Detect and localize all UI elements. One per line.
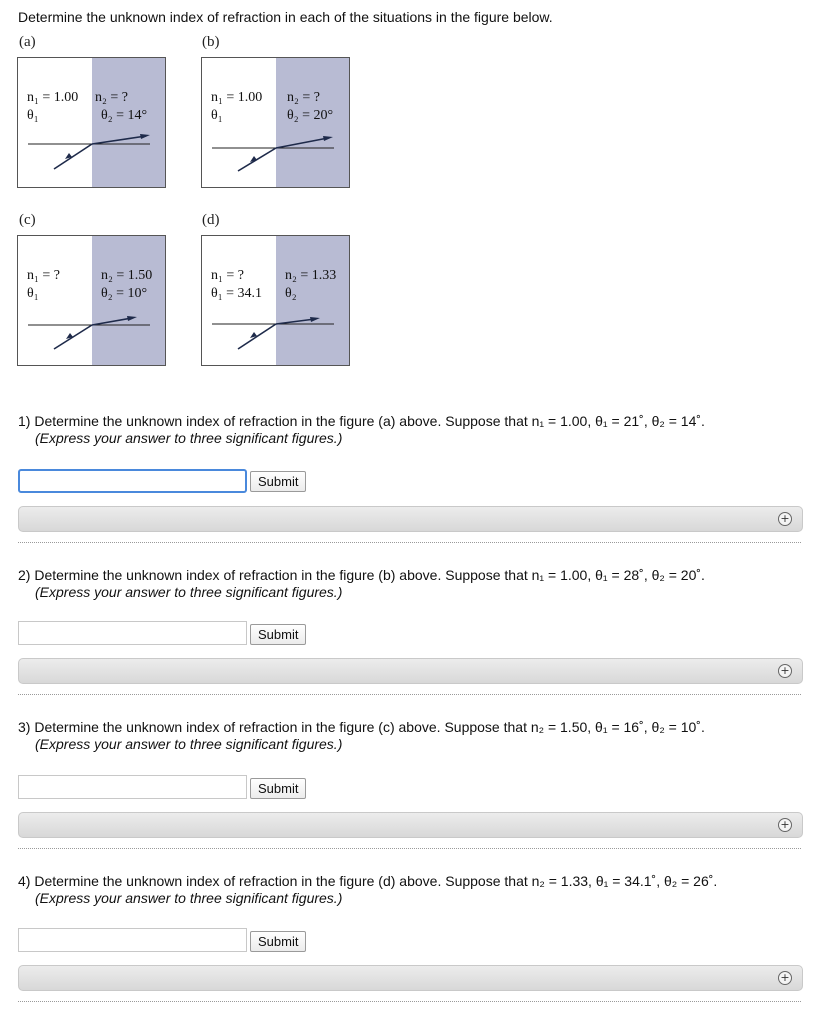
figure-b-n1: n₁ = 1.00: [211, 90, 263, 105]
intro-text: Determine the unknown index of refraction in each of the situations in the figure below.: [18, 9, 553, 25]
feedback-bar-4[interactable]: [18, 965, 803, 991]
refraction-ray-diagram: [202, 236, 349, 365]
question-3: [18, 719, 705, 753]
figure-d-theta1: θ₁ = 34.1: [211, 286, 262, 301]
divider: [18, 1001, 801, 1002]
feedback-bar-2[interactable]: [18, 658, 803, 684]
figure-d: [201, 235, 350, 366]
submit-button-4[interactable]: Submit: [250, 931, 306, 952]
refraction-ray-diagram: [18, 236, 165, 365]
figure-c-theta2: θ₂ = 10°: [101, 286, 148, 301]
question-1-text: 1) Determine the unknown index of refraction in the figure (a) above. Suppose that n₁ = 1.00, θ₁ = 21˚, θ₂ = 14˚.: [18, 413, 705, 429]
plus-circle-icon[interactable]: +: [778, 971, 792, 985]
figure-b: [201, 57, 350, 188]
divider: [18, 848, 801, 849]
answer-input-2[interactable]: [18, 621, 247, 645]
figure-b-label: (b): [202, 34, 220, 50]
figure-a-label: (a): [19, 34, 36, 50]
submit-button-2[interactable]: Submit: [250, 624, 306, 645]
question-4-hint: (Express your answer to three significant figures.): [35, 890, 343, 906]
figure-b-n2: n₂ = ?: [287, 90, 320, 105]
figure-d-n1: n₁ = ?: [211, 268, 244, 283]
figure-c-n1: n₁ = ?: [27, 268, 60, 283]
figure-c: [17, 235, 166, 366]
figure-c-label: (c): [19, 212, 36, 228]
feedback-bar-1[interactable]: [18, 506, 803, 532]
figure-c-theta1: θ₁: [27, 286, 39, 301]
question-2-hint: (Express your answer to three significant figures.): [35, 584, 343, 600]
question-4: [18, 873, 717, 907]
feedback-bar-3[interactable]: [18, 812, 803, 838]
question-1: [18, 413, 705, 447]
figure-b-theta1: θ₁: [211, 108, 223, 123]
question-3-hint: (Express your answer to three significant figures.): [35, 736, 343, 752]
figure-a-theta2: θ₂ = 14°: [101, 108, 148, 123]
answer-input-3[interactable]: [18, 775, 247, 799]
question-4-text: 4) Determine the unknown index of refraction in the figure (d) above. Suppose that n₂ = 1.33, θ₁ = 34.1˚, θ₂ = 26˚.: [18, 873, 718, 889]
divider: [18, 542, 801, 543]
figure-a-n1: n₁ = 1.00: [27, 90, 79, 105]
plus-circle-icon[interactable]: +: [778, 818, 792, 832]
question-2-text: 2) Determine the unknown index of refraction in the figure (b) above. Suppose that n₁ = 1.00, θ₁ = 28˚, θ₂ = 20˚.: [18, 567, 705, 583]
answer-input-1[interactable]: [18, 469, 247, 493]
figure-d-theta2: θ₂: [285, 286, 297, 301]
figure-d-label: (d): [202, 212, 220, 228]
plus-circle-icon[interactable]: +: [778, 664, 792, 678]
question-3-text: 3) Determine the unknown index of refraction in the figure (c) above. Suppose that n₂ = 1.50, θ₁ = 16˚, θ₂ = 10˚.: [18, 719, 705, 735]
divider: [18, 694, 801, 695]
figure-c-n2: n₂ = 1.50: [101, 268, 153, 283]
figure-a-theta1: θ₁: [27, 108, 39, 123]
figure-b-theta2: θ₂ = 20°: [287, 108, 334, 123]
question-1-hint: (Express your answer to three significant figures.): [35, 430, 343, 446]
question-2: [18, 567, 705, 601]
refraction-ray-diagram: [202, 58, 349, 187]
figure-d-n2: n₂ = 1.33: [285, 268, 337, 283]
answer-input-4[interactable]: [18, 928, 247, 952]
plus-circle-icon[interactable]: +: [778, 512, 792, 526]
figure-a: [17, 57, 166, 188]
figure-a-n2: n₂ = ?: [95, 90, 128, 105]
refraction-ray-diagram: [18, 58, 165, 187]
submit-button-1[interactable]: Submit: [250, 471, 306, 492]
submit-button-3[interactable]: Submit: [250, 778, 306, 799]
